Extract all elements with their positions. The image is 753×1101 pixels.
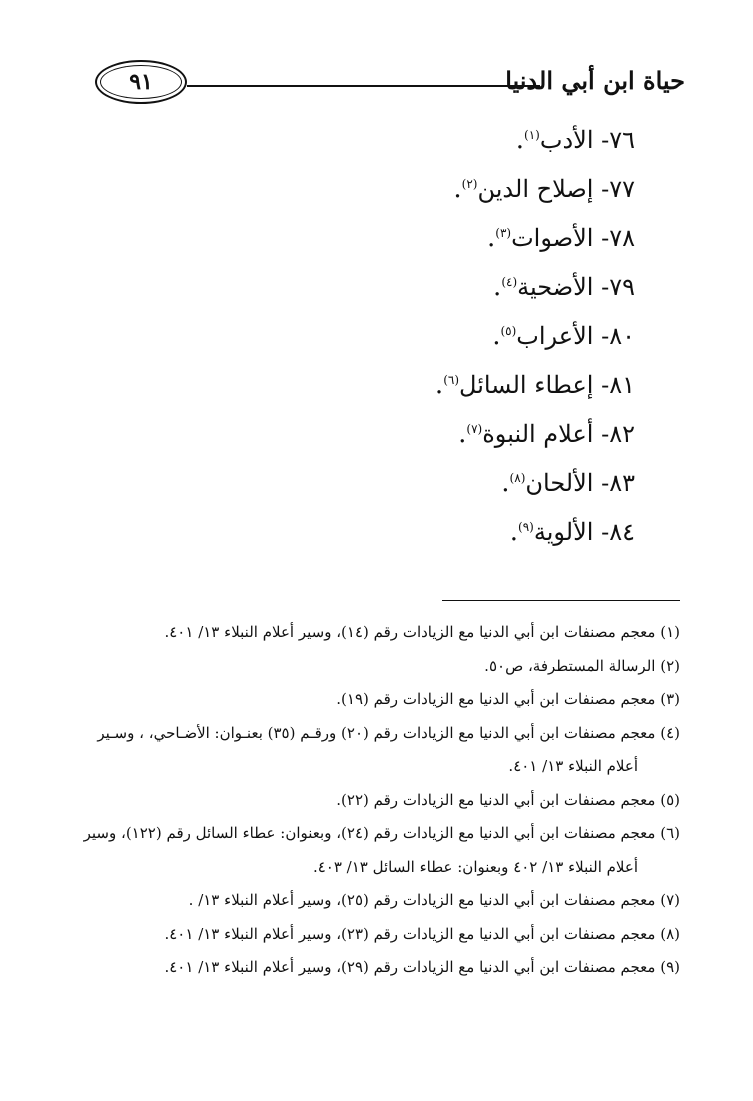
item-text: ٧٧- إصلاح الدين — [477, 175, 635, 203]
footnote-text: (٤) معجم مصنفات ابن أبي الدنيا مع الزيادات رقم (٢٠) ورقـم (٣٥) بعنـوان: الأضـاحي، ، وسـير — [97, 723, 680, 742]
item-text: ٨٣- الألحان — [525, 469, 635, 497]
item-text: ٧٨- الأصوات — [511, 224, 635, 252]
list-item: ٧٦- الأدب$^{(١)}$. — [515, 125, 635, 155]
footnote-text: (١) معجم مصنفات ابن أبي الدنيا مع الزيادات رقم (١٤)، وسير أعلام النبلاء ١٣/ ٤٠١. — [164, 623, 680, 641]
footnotes — [60, 616, 680, 985]
footnote-ref: (٧) — [466, 422, 483, 436]
footnote-text: (٩) معجم مصنفات ابن أبي الدنيا مع الزيادات رقم (٢٩)، وسير أعلام النبلاء ١٣/ ٤٠١. — [164, 958, 680, 976]
footnote-text: (٨) معجم مصنفات ابن أبي الدنيا مع الزيادات رقم (٢٣)، وسير أعلام النبلاء ١٣/ ٤٠١. — [164, 924, 680, 943]
item-text: ٨٠- الأعراب — [516, 322, 635, 350]
list-item: ٨٤- الألوية$^{(٩)}$. — [509, 517, 635, 547]
running-title: حياة ابن أبي الدنيا — [505, 66, 685, 95]
header-rule — [187, 85, 540, 87]
footnote-ref: (١) — [524, 128, 540, 142]
item-text: ٧٩- الأضحية — [517, 273, 635, 301]
footnote-ref: (٤) — [501, 275, 518, 289]
item-text: ٨٤- الألوية — [533, 518, 635, 546]
footnote-ref: (٥) — [500, 324, 517, 338]
footnote-continuation: أعلام النبلاء ١٣/ ٤٠٢ وبعنوان: عطاء السائل ١٣/ ٤٠٣. — [312, 857, 638, 876]
page-number-oval — [95, 60, 187, 104]
footnote-text: (٥) معجم مصنفات ابن أبي الدنيا مع الزيادات رقم (٢٢). — [336, 790, 680, 809]
footnote-ref: (٢) — [461, 177, 478, 191]
page-header — [95, 60, 685, 112]
list-item: ٨٢- أعلام النبوة$^{(٧)}$. — [458, 419, 635, 449]
footnote — [60, 918, 680, 952]
footnote — [60, 951, 680, 985]
footnote-text: (٧) معجم مصنفات ابن أبي الدنيا مع الزيادات رقم (٢٥)، وسير أعلام النبلاء ١٣/ . — [188, 891, 680, 909]
footnote — [60, 683, 680, 717]
item-text: ٧٦- الأدب — [539, 126, 635, 154]
list-item: ٨٠- الأعراب$^{(٥)}$. — [492, 321, 635, 351]
page-number: ٩١ — [129, 69, 153, 95]
item-text: ٨٢- أعلام النبوة — [482, 420, 635, 448]
footnote — [60, 616, 680, 650]
list-item: ٧٨- الأصوات$^{(٣)}$. — [486, 223, 635, 253]
footnote — [60, 650, 680, 684]
book-list — [435, 118, 635, 559]
footnote-text: (٣) معجم مصنفات ابن أبي الدنيا مع الزيادات رقم (١٩). — [336, 690, 680, 708]
list-item: ٧٧- إصلاح الدين$^{(٢)}$. — [453, 174, 635, 204]
list-item: ٨٣- الألحان$^{(٨)}$. — [501, 468, 635, 498]
footnote — [60, 817, 680, 884]
footnote — [60, 884, 680, 918]
footnote-ref: (٨) — [509, 471, 526, 485]
footnote-continuation: أعلام النبلاء ١٣/ ٤٠١. — [508, 757, 638, 775]
footnote-ref: (٣) — [495, 226, 512, 240]
footnote — [60, 717, 680, 784]
footnote-separator — [442, 600, 680, 601]
footnote-text: (٦) معجم مصنفات ابن أبي الدنيا مع الزيادات رقم (٢٤)، وبعنوان: عطاء السائل رقم (١٢٢)، وسير — [83, 824, 680, 842]
footnote-text: (٢) الرسالة المستطرفة، ص٥٠. — [484, 656, 680, 675]
item-text: ٨١- إعطاء السائل — [459, 371, 635, 399]
footnote-ref: (٩) — [518, 520, 534, 534]
footnote — [60, 784, 680, 818]
list-item: ٧٩- الأضحية$^{(٤)}$. — [493, 272, 635, 302]
list-item: ٨١- إعطاء السائل$^{(٦)}$. — [434, 370, 635, 400]
footnote-ref: (٦) — [443, 373, 460, 387]
